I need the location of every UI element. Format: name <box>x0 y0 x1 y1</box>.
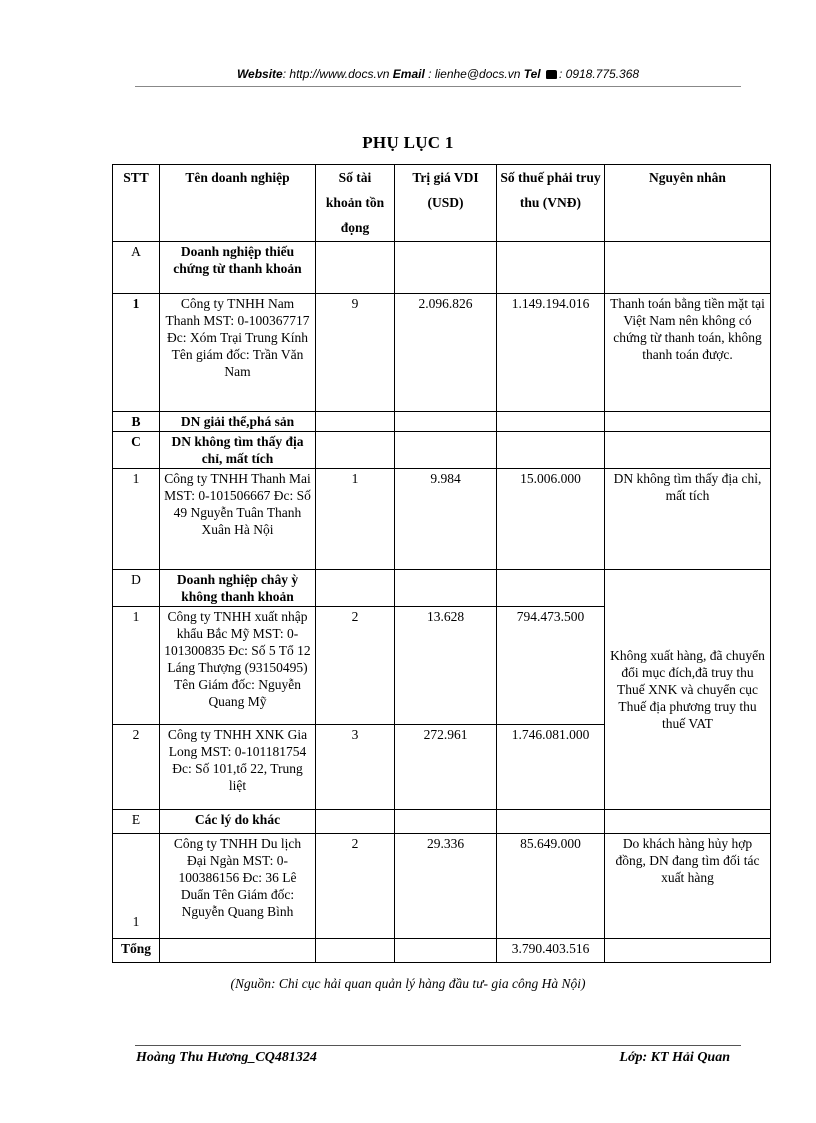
header-accounts: Số tài khoản tồn đọng <box>316 165 395 242</box>
website-value: : http://www.docs.vn <box>282 67 390 81</box>
section-title: Doanh nghiệp chây ỳ không thanh khoản <box>160 570 316 607</box>
tax-value: 15.006.000 <box>497 469 605 570</box>
vdi-value: 272.961 <box>395 725 497 810</box>
total-tax-value: 3.790.403.516 <box>497 939 605 963</box>
row-stt: 1 <box>113 469 160 570</box>
reason-text: Do khách hàng hủy hợp đồng, DN đang tìm đối tác xuất hàng <box>605 834 771 939</box>
website-label: Website <box>236 67 283 81</box>
tax-value: 794.473.500 <box>497 607 605 725</box>
footer-divider <box>135 1045 741 1046</box>
section-title: Doanh nghiệp thiếu chứng từ thanh khoản <box>160 242 316 294</box>
section-title: Các lý do khác <box>160 810 316 834</box>
tax-value: 1.746.081.000 <box>497 725 605 810</box>
tax-value: 85.649.000 <box>497 834 605 939</box>
header-company-name: Tên doanh nghiệp <box>160 165 316 242</box>
tel-label: Tel <box>523 67 541 81</box>
vdi-value: 29.336 <box>395 834 497 939</box>
footer-class: Lớp: KT Hải Quan <box>619 1050 730 1065</box>
header-tax: Số thuế phải truy thu (VNĐ) <box>497 165 605 242</box>
account-count: 3 <box>316 725 395 810</box>
appendix-table <box>112 164 771 963</box>
footer-author: Hoàng Thu Hương_CQ481324 <box>136 1050 317 1065</box>
table-row <box>113 469 771 570</box>
total-row <box>113 939 771 963</box>
tel-value: : 0918.775.368 <box>558 67 640 81</box>
header-divider <box>135 86 741 87</box>
email-value: : lienhe@docs.vn <box>424 67 521 81</box>
tax-value: 1.149.194.016 <box>497 294 605 412</box>
total-label: Tổng <box>113 939 160 963</box>
header-reason: Nguyên nhân <box>605 165 771 242</box>
email-label: Email <box>392 67 425 81</box>
reason-text: DN không tìm thấy địa chỉ, mất tích <box>605 469 771 570</box>
section-row-c <box>113 432 771 469</box>
company-info: Công ty TNHH xuất nhập khẩu Bắc Mỹ MST: 0- 101300835 Đc: Số 5 Tổ 12 Láng Thượng (93150495) Tên Giám đốc: Nguyễn Quang Mỹ <box>160 607 316 725</box>
account-count: 1 <box>316 469 395 570</box>
company-info: Công ty TNHH Nam Thanh MST: 0-100367717 Đc: Xóm Trại Trung Kính Tên giám đốc: Trần Văn Nam <box>160 294 316 412</box>
row-stt: 2 <box>113 725 160 810</box>
vdi-value: 9.984 <box>395 469 497 570</box>
reason-text: Thanh toán bằng tiền mặt tại Việt Nam nên không có chứng từ thanh toán, không thanh toán được. <box>605 294 771 412</box>
table-row <box>113 294 771 412</box>
table-header-row <box>113 165 771 242</box>
section-row-b <box>113 412 771 432</box>
vdi-value: 13.628 <box>395 607 497 725</box>
account-count: 9 <box>316 294 395 412</box>
company-info: Công ty TNHH Du lịch Đại Ngàn MST: 0-100386156 Đc: 36 Lê Duẩn Tên Giám đốc: Nguyễn Quang Bình <box>160 834 316 939</box>
section-code: B <box>113 412 160 432</box>
section-code: C <box>113 432 160 469</box>
section-code: E <box>113 810 160 834</box>
row-stt: 1 <box>113 294 160 412</box>
row-stt: 1 <box>113 607 160 725</box>
header-stt: STT <box>113 165 160 242</box>
row-stt: 1 <box>113 834 160 939</box>
page-title: PHỤ LỤC 1 <box>362 133 454 152</box>
section-code: A <box>113 242 160 294</box>
account-count: 2 <box>316 834 395 939</box>
company-info: Công ty TNHH Thanh Mai MST: 0-101506667 Đc: Số 49 Nguyễn Tuân Thanh Xuân Hà Nội <box>160 469 316 570</box>
company-info: Công ty TNHH XNK Gia Long MST: 0-101181754 Đc: Số 101,tổ 22, Trung liệt <box>160 725 316 810</box>
section-code: D <box>113 570 160 607</box>
header-vdi: Trị giá VDI (USD) <box>395 165 497 242</box>
reason-text: Không xuất hàng, đã chuyển đổi mục đích,đã truy thu Thuế XNK và chuyển cục Thuế địa phương truy thu thuế VAT <box>605 570 771 810</box>
table-row <box>113 834 771 939</box>
vdi-value: 2.096.826 <box>395 294 497 412</box>
section-title: DN giải thể,phá sản <box>160 412 316 432</box>
page-header <box>135 67 741 81</box>
source-note: (Nguồn: Chi cục hải quan quản lý hàng đầu tư- gia công Hà Nội) <box>230 976 586 991</box>
account-count: 2 <box>316 607 395 725</box>
section-row-d <box>113 570 771 607</box>
section-row-a <box>113 242 771 294</box>
section-title: DN không tìm thấy địa chỉ, mất tích <box>160 432 316 469</box>
telephone-icon <box>546 70 557 79</box>
section-row-e <box>113 810 771 834</box>
